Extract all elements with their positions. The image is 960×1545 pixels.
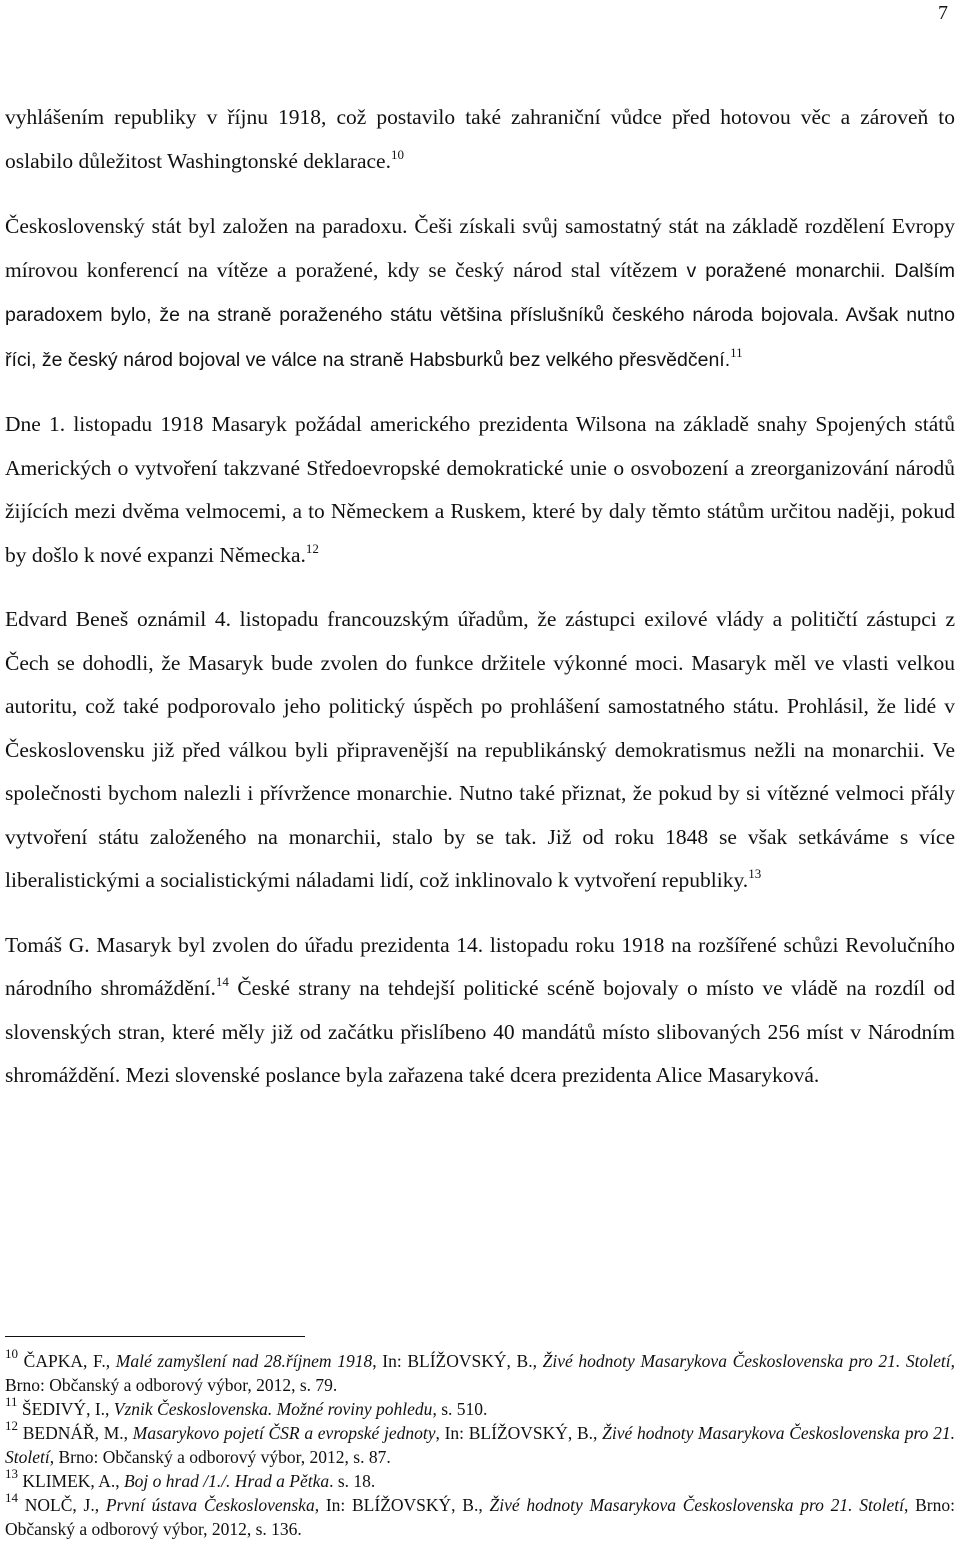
footnote-number: 14 [5, 1490, 18, 1505]
footnote-title: Živé hodnoty Masarykova Československa pro 21. Století [542, 1351, 951, 1371]
footnote-text: , In: BLÍŽOVSKÝ, B., [314, 1495, 490, 1515]
footnote-title: Živé hodnoty Masarykova Československa pro 21. Století [489, 1495, 905, 1515]
footnote-text: , Brno: Občanský a odborový výbor, 2012, s. 79. [5, 1351, 956, 1395]
footnote-author: ČAPKA, F., [23, 1351, 116, 1371]
footnote-ref: 11 [730, 344, 743, 360]
footnote-title: Boj o hrad /1./. Hrad a Pětka [123, 1471, 330, 1491]
footnote-divider [5, 1336, 305, 1337]
footnotes [5, 1336, 955, 1541]
footnote [5, 1394, 955, 1421]
paragraph-text: České strany na tehdejší politické scéně bojovaly o místo ve vládě na rozdíl od slovenských stran, které měly již od začátku přislíbeno 40 mandátů místo slibovaných 256 míst v Národním shromáždění. Mezi slovenské poslance byla zařazena také dcera prezidenta Alice Masaryková. [5, 976, 955, 1087]
paragraph-text: Československý stát byl založen na paradoxu. Češi získali svůj samostatný stát na základě rozdělení Evropy mírovou konferencí na vítěze a poražené, kdy se český národ stal vítězem [5, 214, 955, 282]
footnote-ref: 10 [390, 146, 404, 162]
page-number: 7 [938, 2, 948, 24]
footnote-number: 13 [5, 1466, 18, 1481]
footnote-ref: 12 [305, 540, 319, 556]
footnote-title: První ústava Československa [105, 1495, 315, 1515]
footnote-number: 12 [5, 1418, 18, 1433]
footnote-text: . s. 18. [329, 1471, 376, 1491]
footnote-title: Malé zamyšlení nad 28.říjnem 1918 [115, 1351, 373, 1371]
paragraph [5, 96, 955, 183]
footnote-author: NOLČ, J., [24, 1495, 106, 1515]
body-text [5, 96, 955, 1119]
paragraph [5, 598, 955, 903]
paragraph-text: Tomáš G. Masaryk byl zvolen do úřadu prezidenta 14. listopadu roku 1918 na rozšířené schůzi Revolučního národního shromáždění. [5, 932, 955, 1000]
footnote-ref: 13 [748, 866, 762, 881]
footnote-author: ŠEDIVÝ, I., [21, 1399, 114, 1419]
paragraph [5, 403, 955, 577]
footnote-title: Živé hodnoty Masarykova Československa pro 21. Století [5, 1423, 955, 1467]
footnote [5, 1490, 955, 1541]
paragraph-text: Edvard Beneš oznámil 4. listopadu francouzským úřadům, že zástupci exilové vlády a političtí zástupci z Čech se dohodli, že Masaryk bude zvolen do funkce držitele výkonné moci. Masaryk měl ve vlasti velkou autoritu, což také podporovalo jeho politický úspěch po prohlášení samostatného státu. Prohlásil, že lidé v Československu již před válkou byli připravenější na republikánský demokratismus nežli na monarchii. Ve společnosti bychom nalezli i přívržence monarchie. Nutno také přiznat, že pokud by si vítězné velmoci přály vytvoření státu založeného na monarchii, stalo by se tak. Již od roku 1848 se však setkáváme s více liberalistickými a socialistickými náladami lidí, což inklinovalo k vytvoření republiky. [5, 607, 955, 892]
footnote [5, 1466, 955, 1493]
footnote [5, 1346, 956, 1397]
footnote-author: KLIMEK, A., [22, 1471, 124, 1491]
paragraph [5, 205, 955, 382]
paragraph-text: Dne 1. listopadu 1918 Masaryk požádal amerického prezidenta Wilsona na základě snahy Spojených států Amerických o vytvoření takzvané Středoevropské demokratické unie o osvobození a zreorganizování národů žijících mezi dvěma velmocemi, a to Německem a Ruskem, které by daly těmto státům určitou naději, pokud by došlo k nové expanzi Německa. [5, 412, 955, 567]
footnote-text: , In: BLÍŽOVSKÝ, B., [435, 1423, 603, 1443]
footnote-title: Masarykovo pojetí ČSR a evropské jednoty [132, 1423, 436, 1443]
footnote-number: 10 [5, 1346, 18, 1361]
footnote-ref: 14 [215, 974, 229, 989]
footnote [5, 1418, 955, 1469]
paragraph [5, 924, 955, 1098]
footnote-text: , Brno: Občanský a odborový výbor, 2012, s. 87. [49, 1447, 391, 1467]
paragraph-text: vyhlášením republiky v říjnu 1918, což postavilo také zahraniční vůdce před hotovou věc a zároveň to oslabilo důležitost Washingtonské deklarace. [5, 105, 955, 173]
paragraph-text: v poražené monarchii. Dalším paradoxem bylo, že na straně poraženého státu většina příslušníků českého národa bojovala. Avšak nutno říci, že český národ bojoval ve válce na straně Habsburků bez velkého přesvědčení. [5, 259, 955, 371]
footnote-text: , Brno: Občanský a odborový výbor, 2012, s. 136. [5, 1495, 955, 1539]
footnote-title: Vznik Československa. Možné roviny pohledu [113, 1399, 433, 1419]
footnote-text: , In: BLÍŽOVSKÝ, B., [372, 1351, 543, 1371]
footnote-text: , s. 510. [432, 1399, 488, 1419]
footnote-author: BEDNÁŘ, M., [22, 1423, 133, 1443]
footnote-number: 11 [5, 1394, 18, 1409]
